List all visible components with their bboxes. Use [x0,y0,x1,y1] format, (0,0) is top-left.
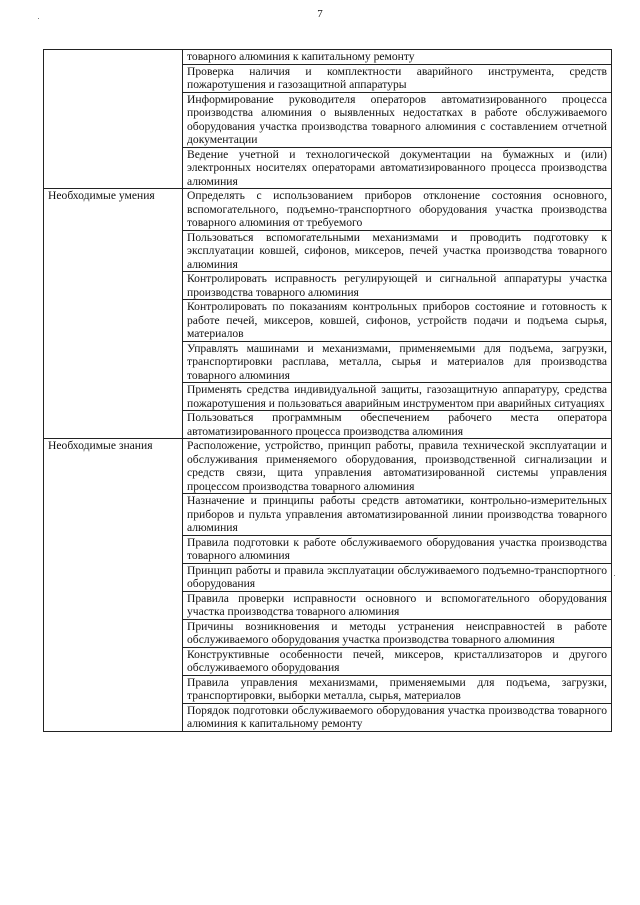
page-number: 7 [317,8,323,20]
scan-speck [614,575,615,576]
knowledge-label: Необходимые знания [44,439,183,732]
requirements-table [43,49,612,732]
table-cell: Пользоваться программным обеспечением рабочего места оператора автоматизированного процесса производства алюминия [183,411,612,439]
scan-speck [38,18,39,19]
table-cell: Определять с использованием приборов отклонение состояния основного, вспомогательного, подъемно-транспортного оборудования участка производства товарного алюминия от требуемого [183,189,612,231]
table-cell: Применять средства индивидуальной защиты, газозащитную аппаратуру, средства пожаротушения и пользоваться аварийным инструментом при аварийных ситуациях [183,383,612,411]
table-cell: товарного алюминия к капитальному ремонту [183,50,612,65]
table-cell: Назначение и принципы работы средств автоматики, контрольно-измерительных приборов и пульта управления автоматизированной линии производства товарного алюминия [183,494,612,536]
table-cell: Правила подготовки к работе обслуживаемого оборудования участка производства товарного алюминия [183,535,612,563]
table-cell: Расположение, устройство, принцип работы, правила технической эксплуатации и обслуживания применяемого оборудования, производственной сигнализации и средств связи, щита управления автоматизированной системы управления процессом производства товарного алюминия [183,439,612,494]
skills-label: Необходимые умения [44,189,183,439]
table-cell: Порядок подготовки обслуживаемого оборудования участка производства товарного алюминия к капитальному ремонту [183,703,612,731]
table-cell: Правила управления механизмами, применяемыми для подъема, загрузки, транспортировки, выборки металла, сырья, материалов [183,675,612,703]
table-cell: Конструктивные особенности печей, миксеров, кристаллизаторов и другого обслуживаемого оборудования [183,647,612,675]
table-cell: Управлять машинами и механизмами, применяемыми для подъема, загрузки, транспортировки расплава, металла, сырья и материалов для производства товарного алюминия [183,341,612,383]
table-row [44,50,612,65]
empty-label-cell [44,50,183,189]
table-row [44,189,612,231]
table-row [44,439,612,494]
table-cell: Контролировать исправность регулирующей и сигнальной аппаратуры участка производства товарного алюминия [183,272,612,300]
table-cell: Контролировать по показаниям контрольных приборов состояние и готовность к работе печей, миксеров, ковшей, сифонов, устройств подачи и подъема сырья, материалов [183,300,612,342]
table-cell: Пользоваться вспомогательными механизмами и проводить подготовку к эксплуатации ковшей, сифонов, миксеров, печей участка производства товарного алюминия [183,230,612,272]
table-cell: Правила проверки исправности основного и вспомогательного оборудования участка производства товарного алюминия [183,591,612,619]
table-cell: Ведение учетной и технологической документации на бумажных и (или) электронных носителях операторами автоматизированного процесса производства алюминия [183,147,612,189]
table-cell: Принцип работы и правила эксплуатации обслуживаемого подъемно-транспортного оборудования [183,563,612,591]
table-body [44,50,612,732]
table-cell: Причины возникновения и методы устранения неисправностей в работе обслуживаемого оборудования участка производства товарного алюминия [183,619,612,647]
table-cell: Информирование руководителя операторов автоматизированного процесса производства алюминия о выявленных недостатках в работе обслуживаемого оборудования участка производства товарного алюминия с составлением отчетной документации [183,92,612,147]
table-cell: Проверка наличия и комплектности аварийного инструмента, средств пожаротушения и газозащитной аппаратуры [183,64,612,92]
